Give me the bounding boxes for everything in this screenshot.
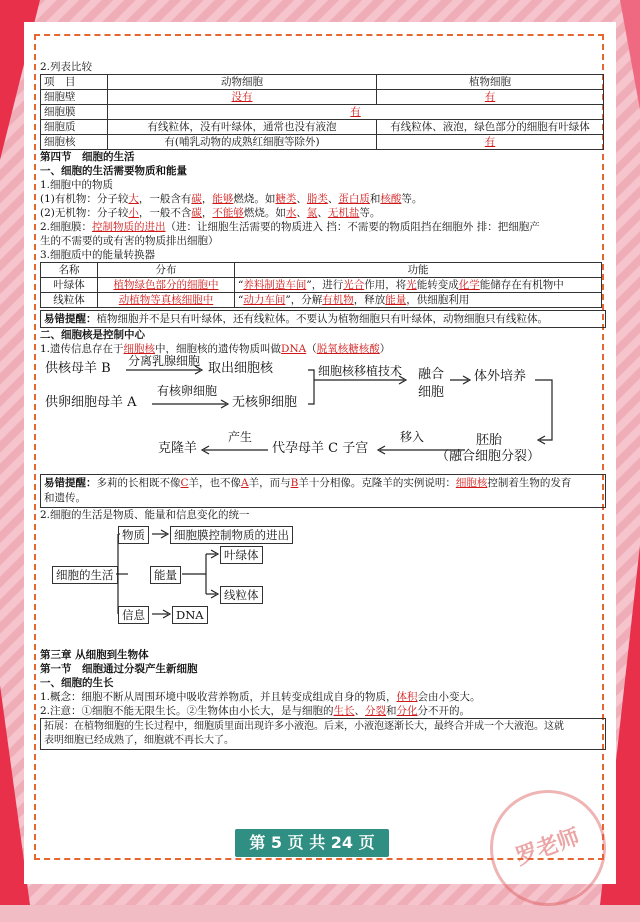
heading: 一、细胞的生活需要物质和能量 [40, 165, 187, 177]
heading: 二、细胞核是控制中心 [40, 329, 145, 341]
arrow-label: 产生 [228, 430, 253, 444]
node-energy: 能量 [150, 566, 181, 584]
arrow-label: 移入 [400, 430, 425, 444]
embryo: 胚胎 [476, 433, 503, 448]
cell-compare-table [40, 74, 604, 150]
table-cell: 项 目 [41, 75, 108, 90]
text-line: 1.概念：细胞不断从周围环境中吸收营养物质，并且转变成组成自身的物质，体积会由小变大。 [40, 691, 481, 703]
document-body [40, 60, 606, 750]
node-chloroplast: 叶绿体 [220, 546, 263, 564]
node-root: 细胞的生活 [52, 566, 118, 584]
table-row [41, 293, 602, 308]
table-cell: 有 [108, 105, 604, 120]
table-cell: 名称 [41, 263, 98, 278]
surrogate: 代孕母羊 C 子宫 [272, 441, 369, 456]
text-line: 生的不需要的或有害的物质排出细胞） [40, 235, 219, 247]
text-line: 2.细胞膜：控制物质的进出（进：让细胞生活需要的物质进入 挡：不需要的物质阻挡在细胞外 排：把细胞产 [40, 221, 540, 233]
table-cell: 分布 [98, 263, 235, 278]
text-line: (1)有机物：分子较大，一般含有碳，能够燃烧。如糖类、脂类、蛋白质和核酸等。 [40, 193, 423, 205]
table-cell: 细胞膜 [41, 105, 108, 120]
chapter-title: 第三章 从细胞到生物体 [40, 649, 149, 661]
organelle-table [40, 262, 602, 308]
table-row [41, 105, 604, 120]
watermark-stamp: 罗老师 [474, 774, 623, 922]
clone-diagram [40, 356, 606, 474]
node-membrane: 细胞膜控制物质的进出 [170, 526, 293, 544]
table-cell: 植物绿色部分的细胞中 [98, 278, 235, 293]
node-mitochondria: 线粒体 [220, 586, 263, 604]
fused-cell: 融合细胞 [418, 367, 445, 400]
step-nucleus: 取出细胞核 [208, 361, 274, 376]
table-row [41, 90, 604, 105]
table-cell: 有 [377, 90, 604, 105]
table-cell: 动物细胞 [108, 75, 377, 90]
embryo-note: （融合细胞分裂） [436, 449, 541, 464]
table-cell: 有线粒体、液泡，绿色部分的细胞有叶绿体 [377, 120, 604, 135]
life-tree-diagram [40, 522, 606, 626]
arrow-label: 有核卵细胞 [157, 384, 218, 398]
heading: 一、细胞的生长 [40, 677, 114, 689]
table-cell: 植物细胞 [377, 75, 604, 90]
text-line: 3.细胞质中的能量转换器 [40, 249, 156, 261]
table-cell: 动植物等真核细胞中 [98, 293, 235, 308]
table-cell: 有 [377, 135, 604, 150]
clone-sheep: 克隆羊 [158, 441, 198, 456]
arrow-label: 细胞核移植技术 [318, 364, 403, 378]
table-header-row [41, 75, 604, 90]
node-info: 信息 [118, 606, 149, 624]
section-title: 第四节 细胞的生活 [40, 151, 135, 163]
table-cell: 有(哺乳动物的成熟红细胞等除外) [108, 135, 377, 150]
step-egg: 无核卵细胞 [232, 395, 298, 410]
table-cell: 功能 [235, 263, 602, 278]
text-line: (2)无机物：分子较小，一般不含碳，不能够燃烧。如水、氮、无机盐等。 [40, 207, 381, 219]
table-cell: 有线粒体，没有叶绿体，通常也没有液泡 [108, 120, 377, 135]
culture: 体外培养 [474, 369, 527, 384]
table-cell: 细胞壁 [41, 90, 108, 105]
corner-decoration [620, 0, 640, 110]
text-line: 2.注意：①细胞不能无限生长。②生物体由小长大，是与细胞的生长、分裂和分化分不开的。 [40, 705, 471, 717]
table-cell: “养料制造车间”，进行光合作用，将光能转变成化学能储存在有机物中 [235, 278, 602, 293]
warning-note: 易错提醒：植物细胞并不是只有叶绿体，还有线粒体。不要认为植物细胞只有叶绿体，动物细胞只有线粒体。 [40, 310, 606, 328]
page-number: 第 5 页 共 24 页 [235, 829, 389, 857]
node-dna: DNA [172, 606, 208, 624]
table-row [41, 120, 604, 135]
donor-b: 供核母羊 B [45, 361, 111, 376]
table-cell: 线粒体 [41, 293, 98, 308]
donor-a: 供卵细胞母羊 A [45, 395, 137, 410]
table-cell: 细胞核 [41, 135, 108, 150]
table-row [41, 135, 604, 150]
extension-note: 拓展：在植物细胞的生长过程中，细胞质里面出现许多小液泡。后来，小液泡逐渐长大，最终合并成一个大液泡。这就 表明细胞已经成熟了，细胞就不再长大了。 [40, 718, 606, 750]
text-line: 1.细胞中的物质 [40, 179, 114, 191]
table-cell: 细胞质 [41, 120, 108, 135]
table-cell: 叶绿体 [41, 278, 98, 293]
text-line: 2.细胞的生活是物质、能量和信息变化的统一 [40, 509, 250, 521]
table-row [41, 278, 602, 293]
arrow-label: 分离乳腺细胞 [128, 354, 201, 368]
warning-note: 易错提醒：多莉的长相既不像C羊，也不像A羊，而与B羊十分相像。克隆羊的实例说明：细胞核控制着生物的发育 和遗传。 [40, 474, 606, 508]
table-cell: 没有 [108, 90, 377, 105]
section-title: 第一节 细胞通过分裂产生新细胞 [40, 663, 198, 675]
text-line: 1.遗传信息存在于细胞核中，细胞核的遗传物质叫做DNA（脱氧核糖核酸） [40, 343, 391, 355]
table-cell: “动力车间”，分解有机物，释放能量，供细胞利用 [235, 293, 602, 308]
section-label: 2.列表比较 [40, 61, 93, 73]
node-matter: 物质 [118, 526, 149, 544]
table-header-row [41, 263, 602, 278]
